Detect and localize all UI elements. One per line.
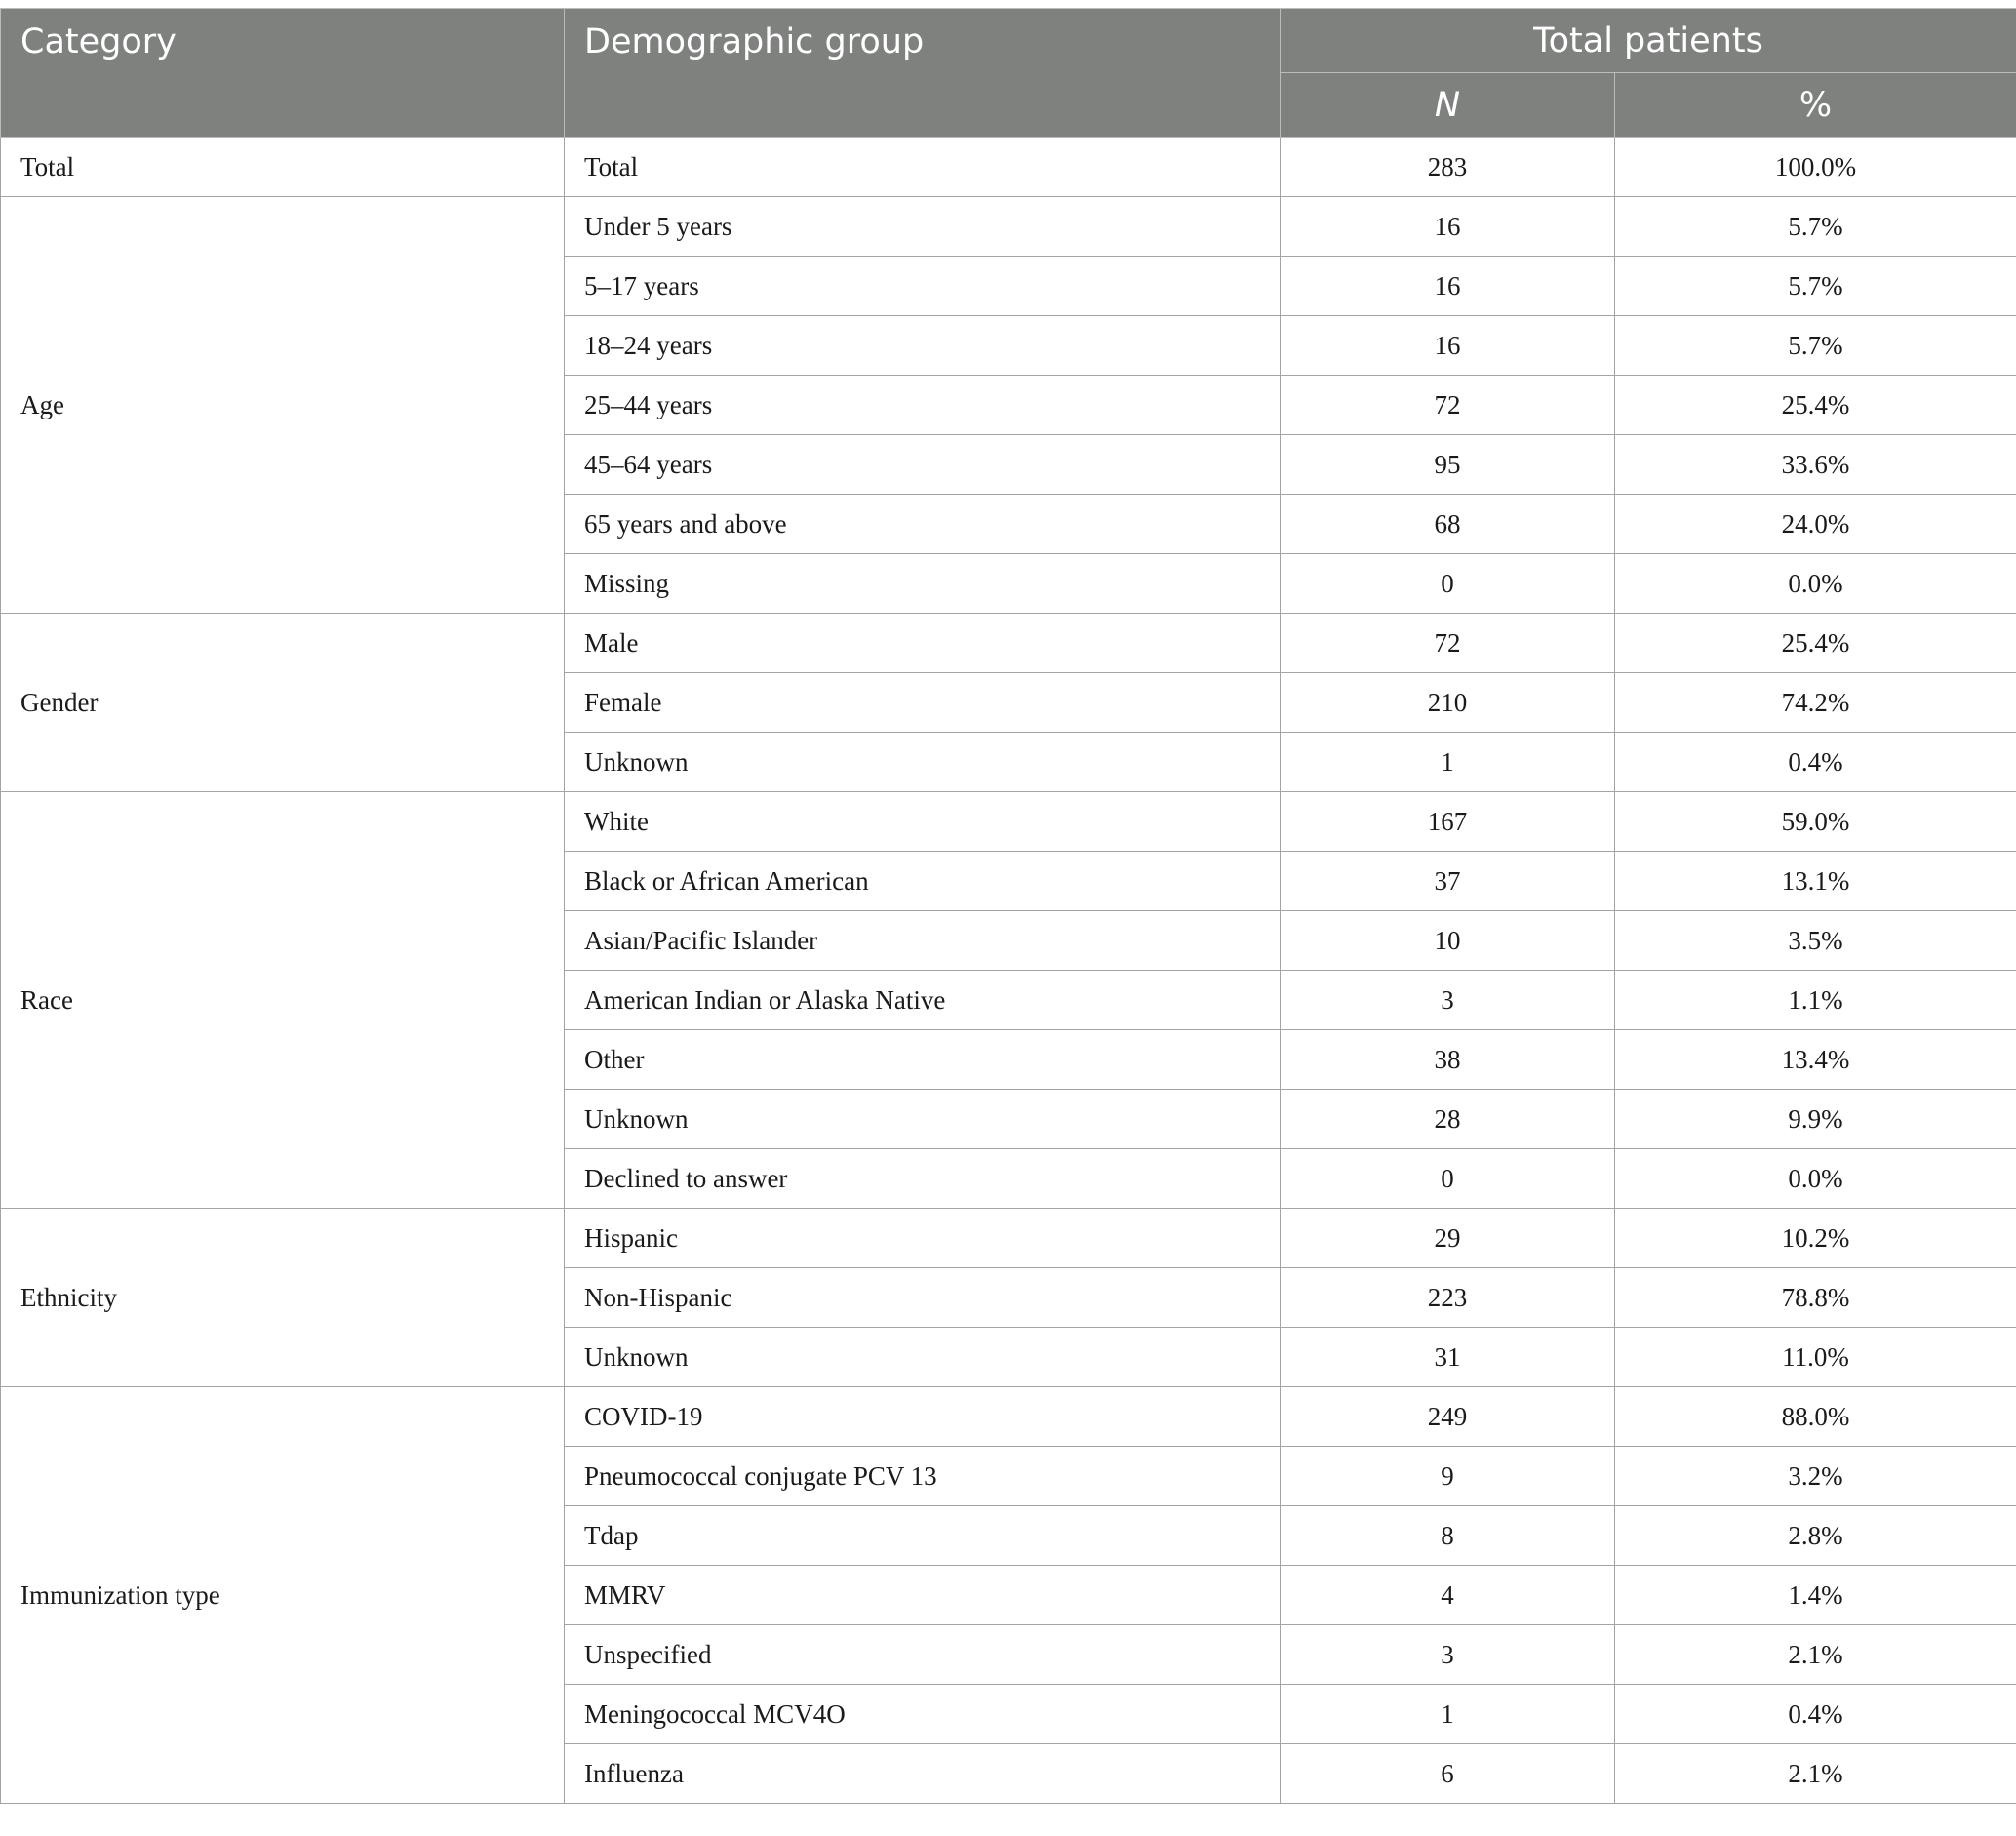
percent-cell: 25.4% [1615, 614, 2016, 673]
table-row [1, 1209, 2016, 1268]
demographic-group-cell: Missing [565, 554, 1281, 614]
count-cell: 31 [1281, 1328, 1615, 1387]
demographic-group-cell: American Indian or Alaska Native [565, 971, 1281, 1030]
demographic-group-cell: Total [565, 138, 1281, 197]
count-cell: 8 [1281, 1506, 1615, 1566]
count-cell: 0 [1281, 1149, 1615, 1209]
count-cell: 28 [1281, 1090, 1615, 1149]
header-percent: % [1615, 73, 2016, 138]
demographic-group-cell: Under 5 years [565, 197, 1281, 257]
table-row [1, 138, 2016, 197]
count-cell: 72 [1281, 614, 1615, 673]
demographic-group-cell: Female [565, 673, 1281, 733]
count-cell: 38 [1281, 1030, 1615, 1090]
count-cell: 16 [1281, 197, 1615, 257]
count-cell: 249 [1281, 1387, 1615, 1447]
percent-cell: 2.8% [1615, 1506, 2016, 1566]
demographic-group-cell: Meningococcal MCV4O [565, 1685, 1281, 1744]
count-cell: 68 [1281, 495, 1615, 554]
percent-cell: 13.1% [1615, 852, 2016, 911]
percent-cell: 59.0% [1615, 792, 2016, 852]
count-cell: 0 [1281, 554, 1615, 614]
count-cell: 9 [1281, 1447, 1615, 1506]
count-cell: 6 [1281, 1744, 1615, 1804]
category-cell: Race [1, 792, 565, 1209]
percent-cell: 10.2% [1615, 1209, 2016, 1268]
count-cell: 223 [1281, 1268, 1615, 1328]
percent-cell: 2.1% [1615, 1625, 2016, 1685]
demographic-group-cell: Unspecified [565, 1625, 1281, 1685]
demographic-group-cell: White [565, 792, 1281, 852]
demographic-group-cell: 45–64 years [565, 435, 1281, 495]
percent-cell: 13.4% [1615, 1030, 2016, 1090]
demographic-group-cell: Pneumococcal conjugate PCV 13 [565, 1447, 1281, 1506]
table-row [1, 792, 2016, 852]
header-demographic-group: Demographic group [565, 9, 1281, 138]
percent-cell: 88.0% [1615, 1387, 2016, 1447]
count-cell: 1 [1281, 733, 1615, 792]
demographic-group-cell: Influenza [565, 1744, 1281, 1804]
count-cell: 37 [1281, 852, 1615, 911]
percent-cell: 100.0% [1615, 138, 2016, 197]
percent-cell: 1.1% [1615, 971, 2016, 1030]
demographic-group-cell: Asian/Pacific Islander [565, 911, 1281, 971]
count-cell: 10 [1281, 911, 1615, 971]
table-row [1, 614, 2016, 673]
table-header [1, 9, 2016, 138]
header-total-patients: Total patients [1281, 9, 2016, 73]
count-cell: 72 [1281, 376, 1615, 435]
category-cell: Age [1, 197, 565, 614]
header-category: Category [1, 9, 565, 138]
percent-cell: 0.0% [1615, 1149, 2016, 1209]
percent-cell: 5.7% [1615, 316, 2016, 376]
percent-cell: 25.4% [1615, 376, 2016, 435]
percent-cell: 11.0% [1615, 1328, 2016, 1387]
demographic-group-cell: 25–44 years [565, 376, 1281, 435]
demographics-table-container [0, 8, 2016, 1804]
category-cell: Gender [1, 614, 565, 792]
count-cell: 16 [1281, 316, 1615, 376]
demographic-group-cell: COVID-19 [565, 1387, 1281, 1447]
demographic-group-cell: Unknown [565, 1328, 1281, 1387]
count-cell: 29 [1281, 1209, 1615, 1268]
count-cell: 210 [1281, 673, 1615, 733]
table-row [1, 197, 2016, 257]
percent-cell: 2.1% [1615, 1744, 2016, 1804]
percent-cell: 3.2% [1615, 1447, 2016, 1506]
count-cell: 3 [1281, 1625, 1615, 1685]
percent-cell: 0.0% [1615, 554, 2016, 614]
count-cell: 283 [1281, 138, 1615, 197]
percent-cell: 0.4% [1615, 733, 2016, 792]
demographic-group-cell: MMRV [565, 1566, 1281, 1625]
demographic-group-cell: 18–24 years [565, 316, 1281, 376]
count-cell: 167 [1281, 792, 1615, 852]
demographic-group-cell: 5–17 years [565, 257, 1281, 316]
demographic-group-cell: Black or African American [565, 852, 1281, 911]
demographic-group-cell: 65 years and above [565, 495, 1281, 554]
percent-cell: 9.9% [1615, 1090, 2016, 1149]
percent-cell: 78.8% [1615, 1268, 2016, 1328]
count-cell: 16 [1281, 257, 1615, 316]
demographic-group-cell: Non-Hispanic [565, 1268, 1281, 1328]
demographic-group-cell: Unknown [565, 1090, 1281, 1149]
demographics-table [0, 8, 2016, 1804]
count-cell: 3 [1281, 971, 1615, 1030]
percent-cell: 74.2% [1615, 673, 2016, 733]
category-cell: Ethnicity [1, 1209, 565, 1387]
category-cell: Immunization type [1, 1387, 565, 1804]
table-row [1, 1387, 2016, 1447]
percent-cell: 1.4% [1615, 1566, 2016, 1625]
header-n: N [1281, 73, 1615, 138]
percent-cell: 24.0% [1615, 495, 2016, 554]
demographic-group-cell: Unknown [565, 733, 1281, 792]
count-cell: 95 [1281, 435, 1615, 495]
demographic-group-cell: Hispanic [565, 1209, 1281, 1268]
count-cell: 4 [1281, 1566, 1615, 1625]
demographic-group-cell: Other [565, 1030, 1281, 1090]
demographic-group-cell: Tdap [565, 1506, 1281, 1566]
header-row-top [1, 9, 2016, 73]
table-body [1, 138, 2016, 1804]
count-cell: 1 [1281, 1685, 1615, 1744]
demographic-group-cell: Declined to answer [565, 1149, 1281, 1209]
percent-cell: 0.4% [1615, 1685, 2016, 1744]
percent-cell: 33.6% [1615, 435, 2016, 495]
percent-cell: 3.5% [1615, 911, 2016, 971]
category-cell: Total [1, 138, 565, 197]
demographic-group-cell: Male [565, 614, 1281, 673]
percent-cell: 5.7% [1615, 197, 2016, 257]
percent-cell: 5.7% [1615, 257, 2016, 316]
